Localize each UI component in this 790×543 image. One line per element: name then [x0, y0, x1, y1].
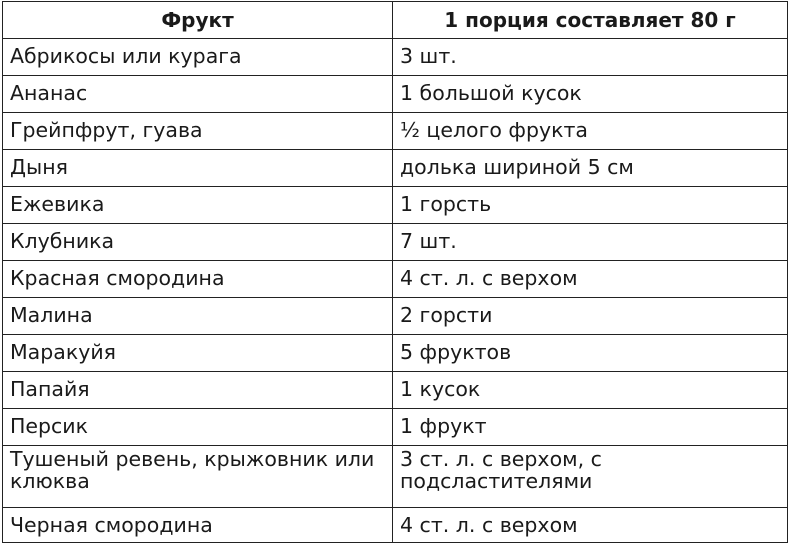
fruit-cell: Персик	[3, 409, 393, 446]
table-row	[3, 39, 788, 76]
portion-cell: 1 горсть	[393, 187, 788, 224]
table-row	[3, 409, 788, 446]
portion-cell: 4 ст. л. с верхом	[393, 261, 788, 298]
portion-cell: долька шириной 5 см	[393, 150, 788, 187]
column-header-fruit: Фрукт	[3, 2, 393, 39]
portion-cell: 3 шт.	[393, 39, 788, 76]
portion-cell: 1 большой кусок	[393, 76, 788, 113]
table-header-row	[3, 2, 788, 39]
fruit-cell: Красная смородина	[3, 261, 393, 298]
fruit-cell: Грейпфрут, гуава	[3, 113, 393, 150]
table-row	[3, 113, 788, 150]
portion-cell: 5 фруктов	[393, 335, 788, 372]
fruit-cell: Маракуйя	[3, 335, 393, 372]
table-row	[3, 372, 788, 409]
portion-cell: 2 горсти	[393, 298, 788, 335]
fruit-cell: Папайя	[3, 372, 393, 409]
table-row	[3, 224, 788, 261]
fruit-cell: Тушеный ревень, крыжовник или клюква	[3, 446, 393, 508]
table-row	[3, 261, 788, 298]
table-row	[3, 298, 788, 335]
table-row	[3, 187, 788, 224]
portion-cell: 1 фрукт	[393, 409, 788, 446]
fruit-cell: Абрикосы или курага	[3, 39, 393, 76]
portion-cell: 4 ст. л. с верхом	[393, 508, 788, 543]
fruit-cell: Дыня	[3, 150, 393, 187]
table-row	[3, 335, 788, 372]
fruit-cell: Малина	[3, 298, 393, 335]
table-row	[3, 508, 788, 543]
fruit-cell: Ежевика	[3, 187, 393, 224]
table-row	[3, 76, 788, 113]
table-row	[3, 150, 788, 187]
portion-cell: 3 ст. л. с верхом, с подсластителями	[393, 446, 788, 508]
fruit-cell: Клубника	[3, 224, 393, 261]
fruit-cell: Ананас	[3, 76, 393, 113]
fruit-portion-table	[2, 1, 788, 543]
table-row	[3, 446, 788, 508]
portion-cell: ½ целого фрукта	[393, 113, 788, 150]
portion-cell: 1 кусок	[393, 372, 788, 409]
portion-cell: 7 шт.	[393, 224, 788, 261]
fruit-cell: Черная смородина	[3, 508, 393, 543]
column-header-portion: 1 порция составляет 80 г	[393, 2, 788, 39]
